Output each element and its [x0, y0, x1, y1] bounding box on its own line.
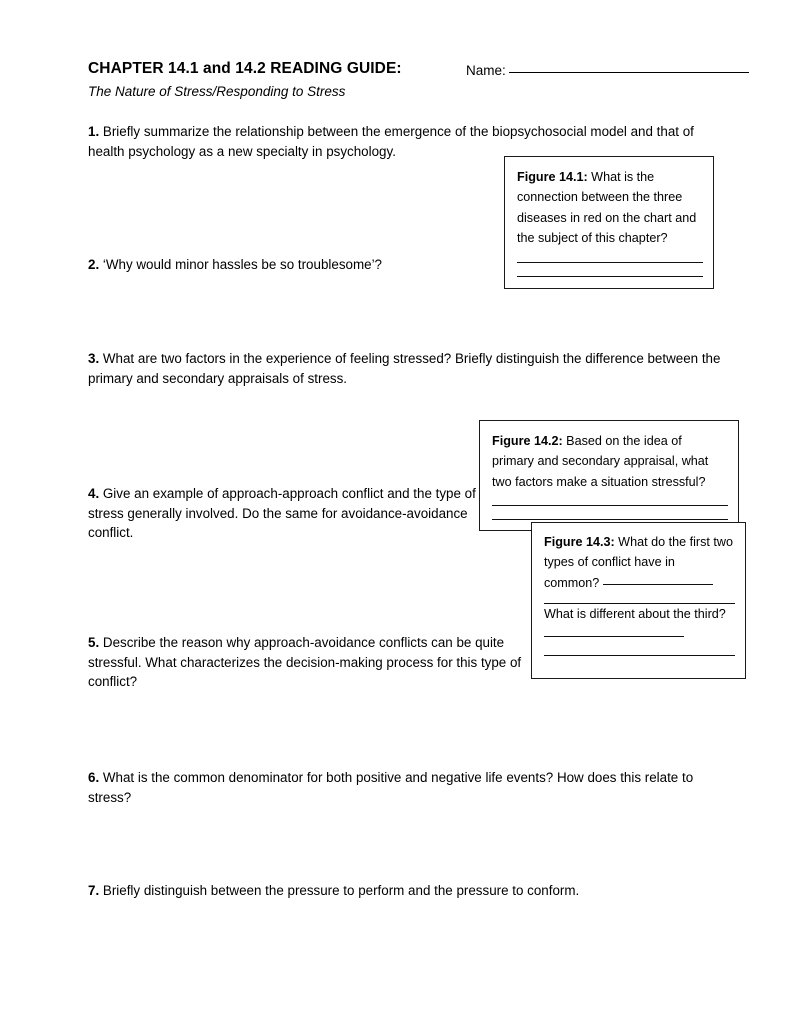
figure-callout-14-3: [531, 522, 746, 679]
question-7-text: Briefly distinguish between the pressure to perform and the pressure to conform.: [99, 883, 580, 898]
question-4-text: Give an example of approach-approach conflict and the type of stress generally involved. Do the same for avoidance-avoidance conflict.: [88, 486, 476, 541]
page-subtitle: The Nature of Stress/Responding to Stress: [88, 84, 346, 99]
question-1-text: Briefly summarize the relationship between the emergence of the biopsychosocial model and that of health psychology as a new specialty in psychology.: [88, 124, 694, 159]
figure-14-2-answer-line-2[interactable]: [492, 519, 728, 520]
question-3-number: 3.: [88, 351, 100, 366]
figure-14-1-label: Figure 14.1:: [517, 170, 588, 184]
figure-14-2-label: Figure 14.2:: [492, 434, 563, 448]
question-4-number: 4.: [88, 486, 100, 501]
figure-14-3-label: Figure 14.3:: [544, 535, 615, 549]
figure-14-3-text-part-1: What do the first two types of conflict have in common?: [544, 535, 733, 590]
figure-callout-14-1: [504, 156, 714, 289]
question-6: [88, 768, 733, 807]
figure-14-2-text: Based on the idea of primary and secondary appraisal, what two factors make a situation stressful?: [492, 434, 709, 489]
figure-14-3-text-part-2: What is different about the third?: [544, 607, 726, 622]
figure-14-1-answer-line-1[interactable]: [517, 262, 703, 263]
question-1-number: 1.: [88, 124, 100, 139]
question-5-number: 5.: [88, 635, 100, 650]
name-label: Name:: [466, 63, 506, 78]
figure-14-3-answer-line-4[interactable]: [544, 655, 735, 656]
question-5-text: Describe the reason why approach-avoidance conflicts can be quite stressful. What characterizes the decision-making process for this type of conflict?: [88, 635, 522, 690]
question-6-text: What is the common denominator for both positive and negative life events? How does this relate to stress?: [88, 770, 694, 805]
question-7: [88, 881, 733, 901]
question-4: [88, 484, 488, 543]
name-write-in-line[interactable]: [509, 72, 749, 73]
figure-14-3-answer-line-2[interactable]: [544, 603, 735, 604]
figure-14-1-text: What is the connection between the three diseases in red on the chart and the subject of this chapter?: [517, 170, 697, 246]
figure-14-3-answer-line-3[interactable]: [544, 636, 684, 637]
question-2: [88, 255, 508, 275]
question-3: [88, 349, 728, 388]
question-2-number: 2.: [88, 257, 100, 272]
question-7-number: 7.: [88, 883, 100, 898]
name-field-group: [466, 63, 749, 78]
figure-14-3-answer-line-1[interactable]: [603, 584, 713, 585]
question-5: [88, 633, 528, 692]
figure-14-2-answer-line-1[interactable]: [492, 505, 728, 506]
document-header: [88, 60, 733, 78]
question-2-text: ‘Why would minor hassles be so troublesome’?: [99, 257, 382, 272]
question-3-text: What are two factors in the experience of feeling stressed? Briefly distinguish the difference between the primary and secondary appraisals of stress.: [88, 351, 721, 386]
page-title: CHAPTER 14.1 and 14.2 READING GUIDE:: [88, 60, 402, 77]
figure-14-1-answer-line-2[interactable]: [517, 276, 703, 277]
question-6-number: 6.: [88, 770, 100, 785]
figure-callout-14-2: [479, 420, 739, 531]
